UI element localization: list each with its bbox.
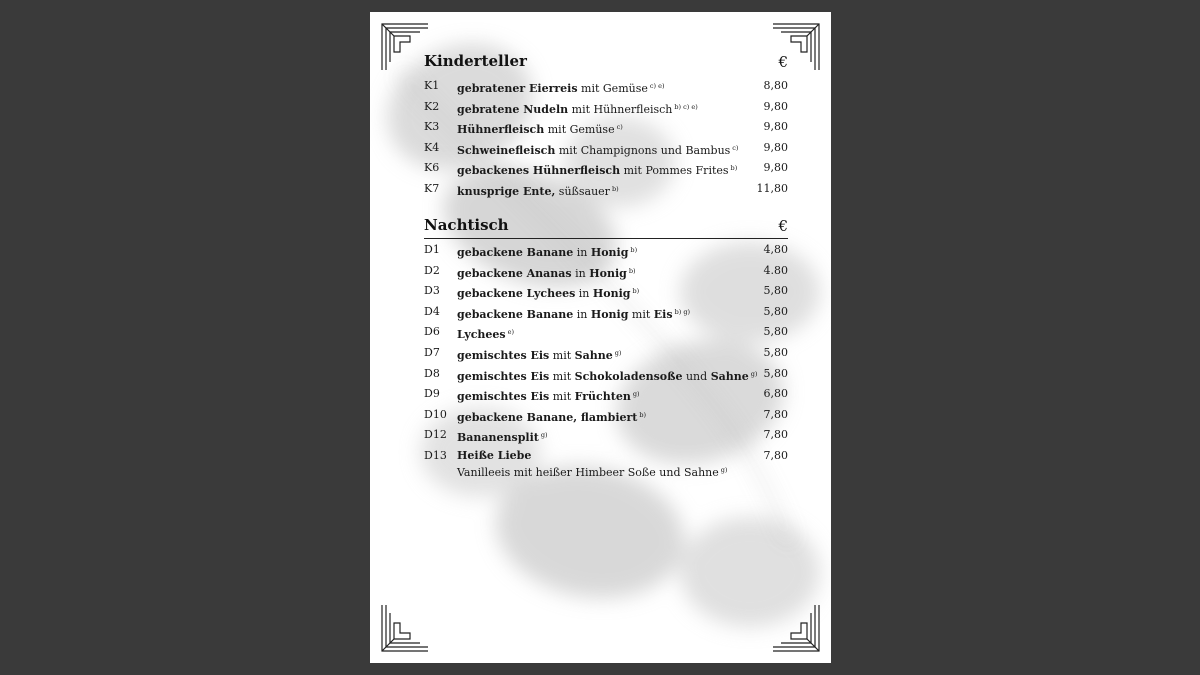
item-name-bold: gemischtes Eis <box>457 390 550 404</box>
item-description <box>457 428 757 445</box>
item-description <box>457 161 757 178</box>
item-price: 5,80 <box>763 325 788 339</box>
allergen-note: g) <box>720 465 728 474</box>
item-name-bold: Eis <box>653 307 673 321</box>
item-code: D6 <box>424 325 440 339</box>
corner-ornament-icon <box>380 22 430 72</box>
menu-item-row <box>424 346 788 367</box>
item-code: K2 <box>424 99 440 113</box>
section-title: Kinderteller <box>424 52 527 70</box>
menu-item-row <box>424 264 788 285</box>
allergen-note: b) g) <box>674 307 691 316</box>
item-name-bold: Heiße Liebe <box>457 448 532 462</box>
item-description <box>457 408 757 425</box>
item-code: D3 <box>424 284 440 298</box>
menu-item-row <box>424 367 788 388</box>
item-code: K3 <box>424 120 440 134</box>
menu-list <box>424 79 788 203</box>
item-name-bold: gebackene Lychees <box>457 287 576 301</box>
allergen-note: b) <box>632 287 640 296</box>
item-name-bold: knusprige Ente, <box>457 184 556 198</box>
item-text: mit <box>549 348 575 362</box>
item-text: mit Gemüse <box>544 123 615 137</box>
item-price: 9,80 <box>763 120 788 134</box>
item-description <box>457 387 757 404</box>
item-price: 5,80 <box>763 304 788 318</box>
allergen-note: b) c) e) <box>674 102 698 111</box>
allergen-note: g) <box>750 369 758 378</box>
menu-item-row <box>424 79 788 100</box>
item-name-bold: gebratener Eierreis <box>457 82 578 95</box>
item-price: 5,80 <box>763 366 788 380</box>
item-description <box>457 305 757 322</box>
item-name-bold: Hühnerfleisch <box>457 123 545 137</box>
item-name-bold: Sahne <box>710 369 749 383</box>
section-divider <box>424 238 788 239</box>
item-price: 5,80 <box>763 284 788 298</box>
item-code: D13 <box>424 448 447 462</box>
allergen-note: c) <box>732 143 739 152</box>
menu-item-row <box>424 100 788 121</box>
item-text: mit Pommes Frites <box>620 164 729 178</box>
menu-item-row <box>424 284 788 305</box>
item-text: und <box>682 369 711 383</box>
menu-item-row <box>424 182 788 203</box>
item-description <box>457 243 757 260</box>
section-kinderteller <box>424 52 788 203</box>
item-text: mit <box>628 307 654 321</box>
allergen-note: g) <box>632 390 640 399</box>
item-name-bold: gebackenes Hühnerfleisch <box>457 164 621 178</box>
item-text: mit Hühnerfleisch <box>568 102 673 116</box>
item-code: D8 <box>424 366 440 380</box>
item-description <box>457 346 757 363</box>
item-description <box>457 264 757 281</box>
item-name-bold: Früchten <box>574 390 631 404</box>
menu-item-row <box>424 449 788 479</box>
item-description <box>457 182 757 199</box>
menu-item-row <box>424 120 788 141</box>
item-code: D1 <box>424 243 440 256</box>
menu-item-row <box>424 408 788 429</box>
item-name-bold: Honig <box>592 287 631 301</box>
item-description <box>457 325 757 342</box>
item-name-bold: Schokoladensoße <box>574 369 683 383</box>
item-price: 5,80 <box>763 345 788 359</box>
item-price: 7,80 <box>763 448 788 462</box>
item-code: K1 <box>424 79 440 92</box>
item-name-bold: gemischtes Eis <box>457 348 550 362</box>
menu-list <box>424 243 788 479</box>
corner-ornament-icon <box>771 603 821 653</box>
item-name-bold: Honig <box>590 246 629 259</box>
item-price: 11,80 <box>756 181 788 195</box>
item-description <box>457 449 757 463</box>
item-name-bold: Honig <box>590 307 629 321</box>
allergen-note: c) <box>616 123 623 132</box>
item-name-bold: Schweinefleisch <box>457 143 556 157</box>
item-text: in <box>573 246 591 259</box>
allergen-note: g) <box>540 431 548 440</box>
menu-item-row <box>424 141 788 162</box>
item-description <box>457 79 757 96</box>
item-description <box>457 141 757 158</box>
allergen-note: c) e) <box>649 82 665 90</box>
item-text: in <box>573 307 591 321</box>
item-price: 4,80 <box>763 243 788 256</box>
item-code: D2 <box>424 263 440 277</box>
item-description <box>457 120 757 137</box>
item-price: 4.80 <box>763 263 788 277</box>
section-header <box>424 52 788 74</box>
menu-item-row <box>424 305 788 326</box>
item-text: in <box>575 287 593 301</box>
item-subline: Vanilleeis mit heißer Himbeer Soße und Sahne $^{g)}$ <box>457 465 728 479</box>
item-text: süßsauer <box>555 184 610 198</box>
item-code: K4 <box>424 140 440 154</box>
allergen-note: e) <box>507 328 515 337</box>
item-name-bold: Sahne <box>574 348 613 362</box>
allergen-note: b) <box>730 164 738 173</box>
corner-ornament-icon <box>380 603 430 653</box>
allergen-note: b) <box>639 410 647 419</box>
item-price: 9,80 <box>763 140 788 154</box>
item-price: 8,80 <box>763 79 788 92</box>
item-name-bold: gebackene Banane <box>457 246 574 259</box>
item-description <box>457 100 757 117</box>
item-text: in <box>571 266 590 280</box>
item-name-bold: Honig <box>589 266 627 280</box>
item-code: K6 <box>424 161 440 175</box>
allergen-note: b) <box>628 266 636 275</box>
menu-item-row <box>424 325 788 346</box>
section-nachtisch <box>424 216 788 479</box>
item-price: 9,80 <box>763 99 788 113</box>
item-code: D7 <box>424 345 440 359</box>
item-text: mit Champignons und Bambus <box>555 143 731 157</box>
item-description <box>457 284 757 301</box>
allergen-note: b) <box>611 184 619 193</box>
item-price: 7,80 <box>763 407 788 421</box>
allergen-note: g) <box>614 348 622 357</box>
item-price: 6,80 <box>763 387 788 401</box>
section-header <box>424 216 788 238</box>
item-code: K7 <box>424 181 440 195</box>
item-code: D10 <box>424 407 447 421</box>
item-price: 7,80 <box>763 428 788 442</box>
menu-item-row <box>424 428 788 449</box>
menu-item-row <box>424 243 788 264</box>
menu-item-row <box>424 387 788 408</box>
item-code: D12 <box>424 428 447 442</box>
item-text: mit <box>549 369 575 383</box>
item-name-bold: gemischtes Eis <box>457 369 550 383</box>
menu-page <box>370 12 831 663</box>
item-description <box>457 367 757 384</box>
item-name-bold: gebratene Nudeln <box>457 102 569 116</box>
item-name-bold: gebackene Banane, flambiert <box>457 410 638 424</box>
item-price: 9,80 <box>763 161 788 175</box>
item-text: mit Gemüse <box>577 82 648 95</box>
item-name-bold: gebackene Ananas <box>457 266 572 280</box>
section-title: Nachtisch <box>424 216 509 234</box>
item-text: mit <box>549 390 575 404</box>
item-code: D9 <box>424 387 440 401</box>
item-name-bold: gebackene Banane <box>457 307 574 321</box>
item-name-bold: Bananensplit <box>457 431 539 445</box>
currency-symbol: € <box>778 53 788 71</box>
item-code: D4 <box>424 304 440 318</box>
allergen-note: b) <box>630 246 638 254</box>
item-name-bold: Lychees <box>457 328 506 342</box>
menu-item-row <box>424 161 788 182</box>
currency-symbol: € <box>778 217 788 235</box>
